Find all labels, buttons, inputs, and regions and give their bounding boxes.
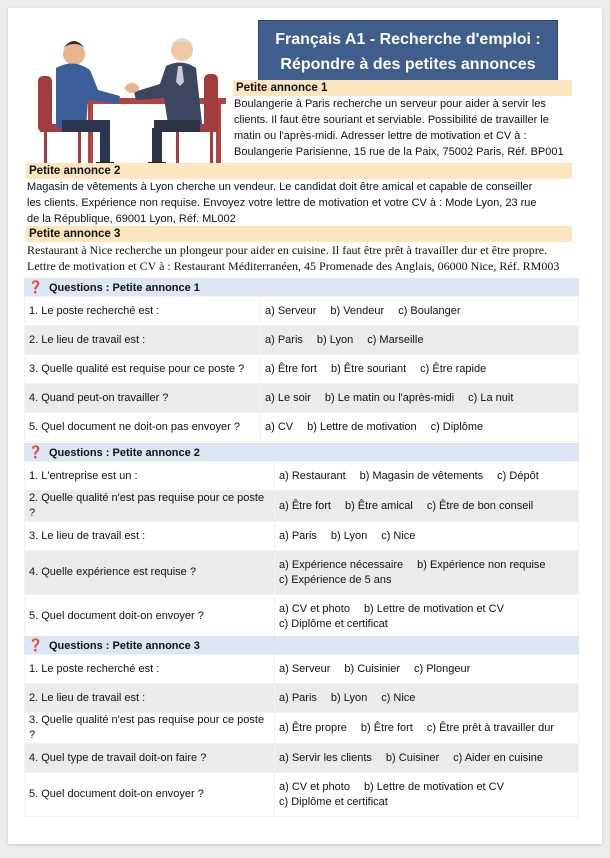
answer-option: b) Cuisiner — [385, 751, 440, 764]
question-text: 4. Quel type de travail doit-on faire ? — [25, 744, 275, 773]
ad-3-line: Restaurant à Nice recherche un plongeur pour aider en cuisine. Il faut être prêt à travailler dur et être propre. — [27, 243, 548, 257]
ad-1-line: Boulangerie à Paris recherche un serveur pour aider à servir les — [234, 98, 546, 110]
answer-option: a) Paris — [265, 333, 303, 346]
question-text: 1. Le poste recherché est : — [25, 297, 261, 326]
answer-option: c) Être de bon conseil — [426, 499, 534, 512]
answer-options — [261, 326, 579, 355]
question-text: 2. Le lieu de travail est : — [25, 684, 275, 713]
ad-3-line: Lettre de motivation et CV à : Restaurant Méditerranéen, 45 Promenade des Anglais, 06000 Nice, Réf. RM003 — [27, 259, 560, 273]
table-row — [25, 297, 579, 326]
answer-line — [279, 751, 574, 766]
answer-line — [279, 558, 574, 573]
answer-option: b) Lyon — [330, 529, 368, 542]
ad-1-line: matin ou l'après-midi. Adresser lettre de motivation et CV à : — [234, 130, 527, 142]
answer-option: b) Être fort — [360, 721, 413, 734]
questions-header-label: Questions : Petite annonce 1 — [48, 282, 200, 294]
answer-option: b) Lyon — [330, 691, 368, 704]
answer-line — [265, 391, 574, 406]
question-text: 2. Le lieu de travail est : — [25, 326, 261, 355]
handshake-illustration — [26, 24, 236, 174]
table-row — [25, 595, 579, 639]
answer-option: b) Vendeur — [330, 304, 385, 317]
answer-option: a) Le soir — [265, 391, 311, 404]
question-text: 1. Le poste recherché est : — [25, 655, 275, 684]
answer-options — [261, 297, 579, 326]
question-text: 3. Le lieu de travail est : — [25, 522, 275, 551]
answer-line — [279, 721, 574, 736]
answer-option: c) Nice — [381, 691, 416, 704]
answer-option: a) Être fort — [265, 362, 317, 375]
answer-option: c) Diplôme — [430, 420, 484, 433]
questions-table-1 — [24, 296, 579, 442]
answer-option: b) Magasin de vêtements — [359, 469, 484, 482]
answer-options — [275, 684, 579, 713]
answer-option: a) Paris — [279, 529, 317, 542]
answer-option: a) Être fort — [279, 499, 331, 512]
questions-header-2 — [24, 443, 579, 461]
answer-option: b) Cuisinier — [344, 662, 400, 675]
ad-1-line: clients. Il faut être souriant et serviable. Possibilité de travailler le — [234, 114, 549, 126]
answer-options — [261, 413, 579, 442]
question-text: 4. Quand peut-on travailler ? — [25, 384, 261, 413]
ad-2-line: Magasin de vêtements à Lyon cherche un vendeur. Le candidat doit être amical et capable de conseiller — [27, 181, 533, 193]
answer-line — [279, 795, 574, 810]
questions-header-3 — [24, 636, 579, 654]
table-row — [25, 713, 579, 744]
answer-option: b) Le matin ou l'après-midi — [324, 391, 455, 404]
answer-option: a) CV et photo — [279, 780, 350, 793]
answer-option: a) CV — [265, 420, 294, 433]
ad-2-text — [27, 179, 587, 227]
answer-option: b) Lettre de motivation — [307, 420, 417, 433]
questions-header-label: Questions : Petite annonce 2 — [48, 447, 200, 459]
answer-option: c) Diplôme et certificat — [279, 617, 388, 630]
table-row — [25, 413, 579, 442]
table-row — [25, 684, 579, 713]
question-text: 4. Quelle expérience est requise ? — [25, 551, 275, 595]
answer-option: b) Être souriant — [330, 362, 407, 375]
answer-option: c) Plongeur — [414, 662, 471, 675]
table-row — [25, 522, 579, 551]
table-row — [25, 355, 579, 384]
table-row — [25, 551, 579, 595]
answer-line — [279, 691, 574, 706]
questions-header-label: Questions : Petite annonce 3 — [48, 640, 200, 652]
answer-options — [275, 491, 579, 522]
answer-line — [279, 529, 574, 544]
question-mark-icon: ❓ — [28, 638, 43, 652]
questions-table-2 — [24, 461, 579, 639]
question-text: 5. Quel document doit-on envoyer ? — [25, 773, 275, 817]
table-row — [25, 744, 579, 773]
answer-line — [279, 499, 574, 514]
answer-option: b) Être amical — [344, 499, 413, 512]
question-mark-icon: ❓ — [28, 445, 43, 459]
answer-option: a) Serveur — [265, 304, 317, 317]
questions-header-1 — [24, 278, 579, 296]
answer-option: a) Servir les clients — [279, 751, 372, 764]
answer-option: c) Diplôme et certificat — [279, 795, 388, 808]
answer-line — [279, 617, 574, 632]
answer-option: c) Dépôt — [497, 469, 539, 482]
answer-options — [261, 355, 579, 384]
answer-option: c) Aider en cuisine — [453, 751, 543, 764]
answer-option: a) CV et photo — [279, 602, 350, 615]
answer-option: c) Boulanger — [398, 304, 461, 317]
title-line-2: Répondre à des petites annonces — [280, 56, 536, 73]
question-text: 3. Quelle qualité n'est pas requise pour ce poste ? — [25, 713, 275, 744]
ad-3-text — [27, 242, 597, 274]
ad-1-text — [234, 96, 579, 160]
answer-option: a) Expérience nécessaire — [279, 558, 404, 571]
answer-option: a) Être propre — [279, 721, 347, 734]
question-text: 5. Quel document doit-on envoyer ? — [25, 595, 275, 639]
ad-1-header: Petite annonce 1 — [233, 80, 572, 96]
answer-option: a) Paris — [279, 691, 317, 704]
answer-line — [265, 362, 574, 377]
answer-line — [279, 662, 574, 677]
answer-option: c) Nice — [381, 529, 416, 542]
ad-2-line: de la République, 69001 Lyon, Réf. ML002 — [27, 213, 236, 225]
answer-options — [275, 595, 579, 639]
table-row — [25, 491, 579, 522]
answer-line — [279, 469, 574, 484]
ad-1-line: Boulangerie Parisienne, 15 rue de la Paix, 75002 Paris, Réf. BP001 — [234, 146, 564, 158]
answer-options — [275, 551, 579, 595]
answer-line — [279, 573, 574, 588]
answer-option: a) Restaurant — [279, 469, 346, 482]
ad-2-header: Petite annonce 2 — [26, 163, 572, 179]
answer-line — [265, 333, 574, 348]
answer-option: b) Expérience non requise — [417, 558, 546, 571]
page-title — [258, 20, 558, 82]
answer-option: a) Serveur — [279, 662, 331, 675]
answer-option: b) Lettre de motivation et CV — [363, 780, 504, 793]
answer-option: c) Marseille — [367, 333, 424, 346]
answer-options — [261, 384, 579, 413]
ad-2-line: les clients. Expérience non requise. Envoyez votre lettre de motivation et votre CV à : Mode Lyon, 23 rue — [27, 197, 537, 209]
answer-options — [275, 744, 579, 773]
answer-options — [275, 773, 579, 817]
answer-line — [265, 304, 574, 319]
answer-option: c) La nuit — [468, 391, 514, 404]
answer-option: c) Expérience de 5 ans — [279, 573, 392, 586]
answer-options — [275, 713, 579, 744]
question-text: 3. Quelle qualité est requise pour ce poste ? — [25, 355, 261, 384]
answer-option: b) Lettre de motivation et CV — [363, 602, 504, 615]
question-text: 1. L'entreprise est un : — [25, 462, 275, 491]
title-line-1: Français A1 - Recherche d'emploi : — [275, 31, 541, 48]
answer-option: c) Être rapide — [420, 362, 487, 375]
worksheet-page — [8, 8, 602, 844]
question-text: 2. Quelle qualité n'est pas requise pour ce poste ? — [25, 491, 275, 522]
table-row — [25, 655, 579, 684]
table-row — [25, 326, 579, 355]
questions-table-3 — [24, 654, 579, 817]
answer-options — [275, 462, 579, 491]
answer-option: b) Lyon — [316, 333, 354, 346]
answer-options — [275, 655, 579, 684]
answer-line — [265, 420, 574, 435]
table-row — [25, 462, 579, 491]
question-text: 5. Quel document ne doit-on pas envoyer ? — [25, 413, 261, 442]
table-row — [25, 773, 579, 817]
answer-line — [279, 602, 574, 617]
answer-option: c) Être prêt à travailler dur — [426, 721, 554, 734]
ad-3-header: Petite annonce 3 — [26, 226, 572, 242]
answer-line — [279, 780, 574, 795]
answer-options — [275, 522, 579, 551]
table-row — [25, 384, 579, 413]
question-mark-icon: ❓ — [28, 280, 43, 294]
